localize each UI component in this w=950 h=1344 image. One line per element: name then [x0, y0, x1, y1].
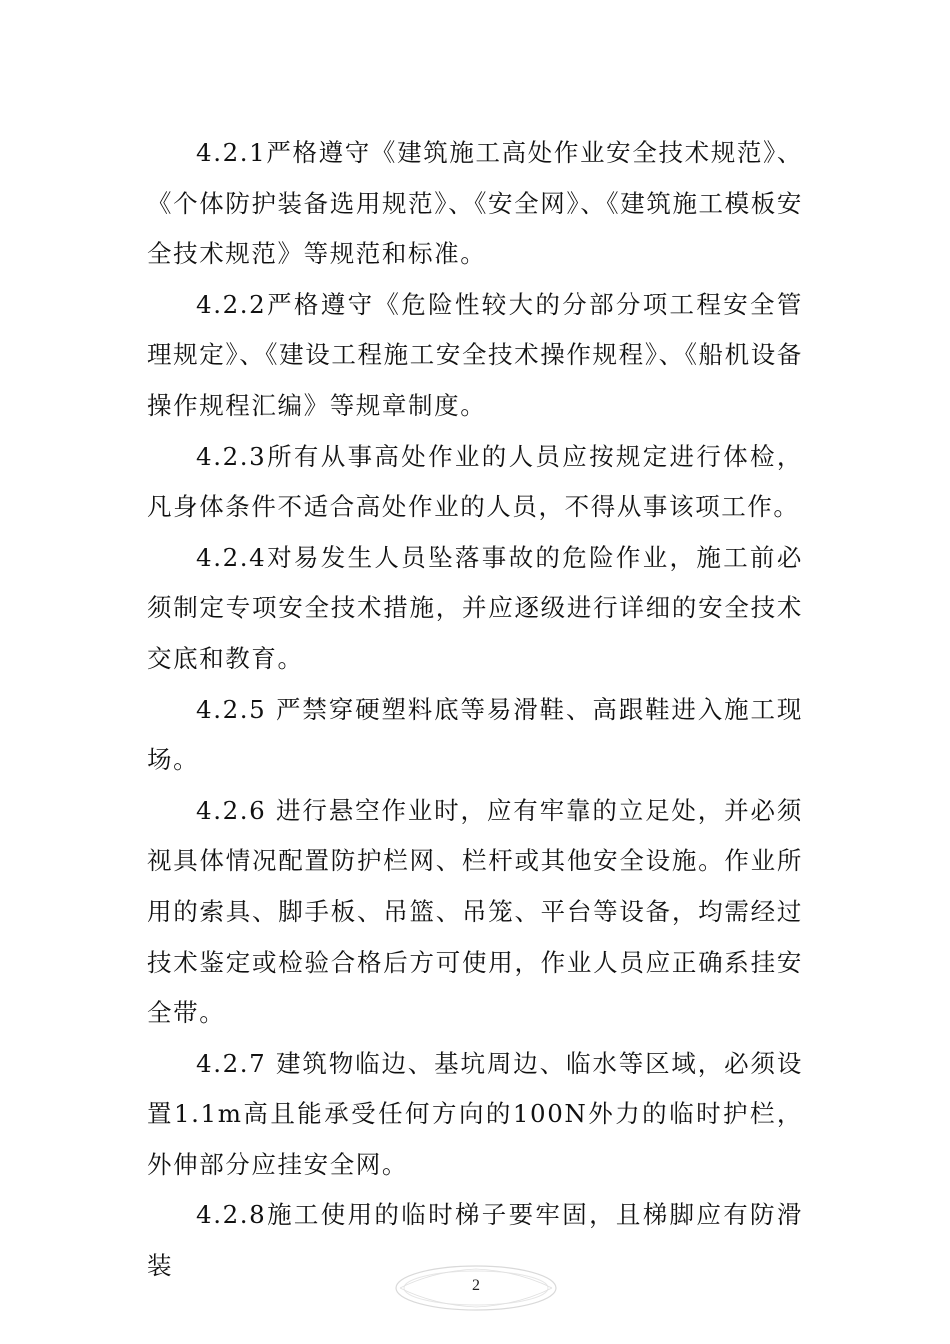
paragraph-4-2-2: 4.2.2严格遵守《危险性较大的分部分项工程安全管理规定》、《建设工程施工安全技术操作规程》、《船机设备操作规程汇编》等规章制度。 [147, 289, 803, 420]
paragraph-4-2-8: 4.2.8施工使用的临时梯子要牢固，且梯脚应有防滑装 [147, 1200, 803, 1281]
paragraph-4-2-7: 4.2.7 建筑物临边、基坑周边、临水等区域，必须设置1.1m高且能承受任何方向的100N外力的临时护栏，外伸部分应挂安全网。 [147, 1048, 803, 1179]
paragraph-4-2-5: 4.2.5 严禁穿硬塑料底等易滑鞋、高跟鞋进入施工现场。 [147, 694, 803, 775]
paragraph-4-2-1: 4.2.1严格遵守《建筑施工高处作业安全技术规范》、《个体防护装备选用规范》、《安全网》、《建筑施工模板安全技术规范》等规范和标准。 [147, 138, 803, 269]
paragraph-4-2-4: 4.2.4对易发生人员坠落事故的危险作业，施工前必须制定专项安全技术措施，并应逐级进行详细的安全技术交底和教育。 [147, 542, 803, 673]
document-body [147, 128, 803, 1292]
page-number: 2 [472, 1277, 480, 1294]
page-footer [394, 1263, 558, 1313]
paragraph-4-2-6: 4.2.6 进行悬空作业时，应有牢靠的立足处，并必须视具体情况配置防护栏网、栏杆或其他安全设施。作业所用的索具、脚手板、吊篮、吊笼、平台等设备，均需经过技术鉴定或检验合格后方可使用，作业人员应正确系挂安全带。 [147, 795, 803, 1028]
paragraph-4-2-3: 4.2.3所有从事高处作业的人员应按规定进行体检，凡身体条件不适合高处作业的人员，不得从事该项工作。 [147, 441, 803, 522]
